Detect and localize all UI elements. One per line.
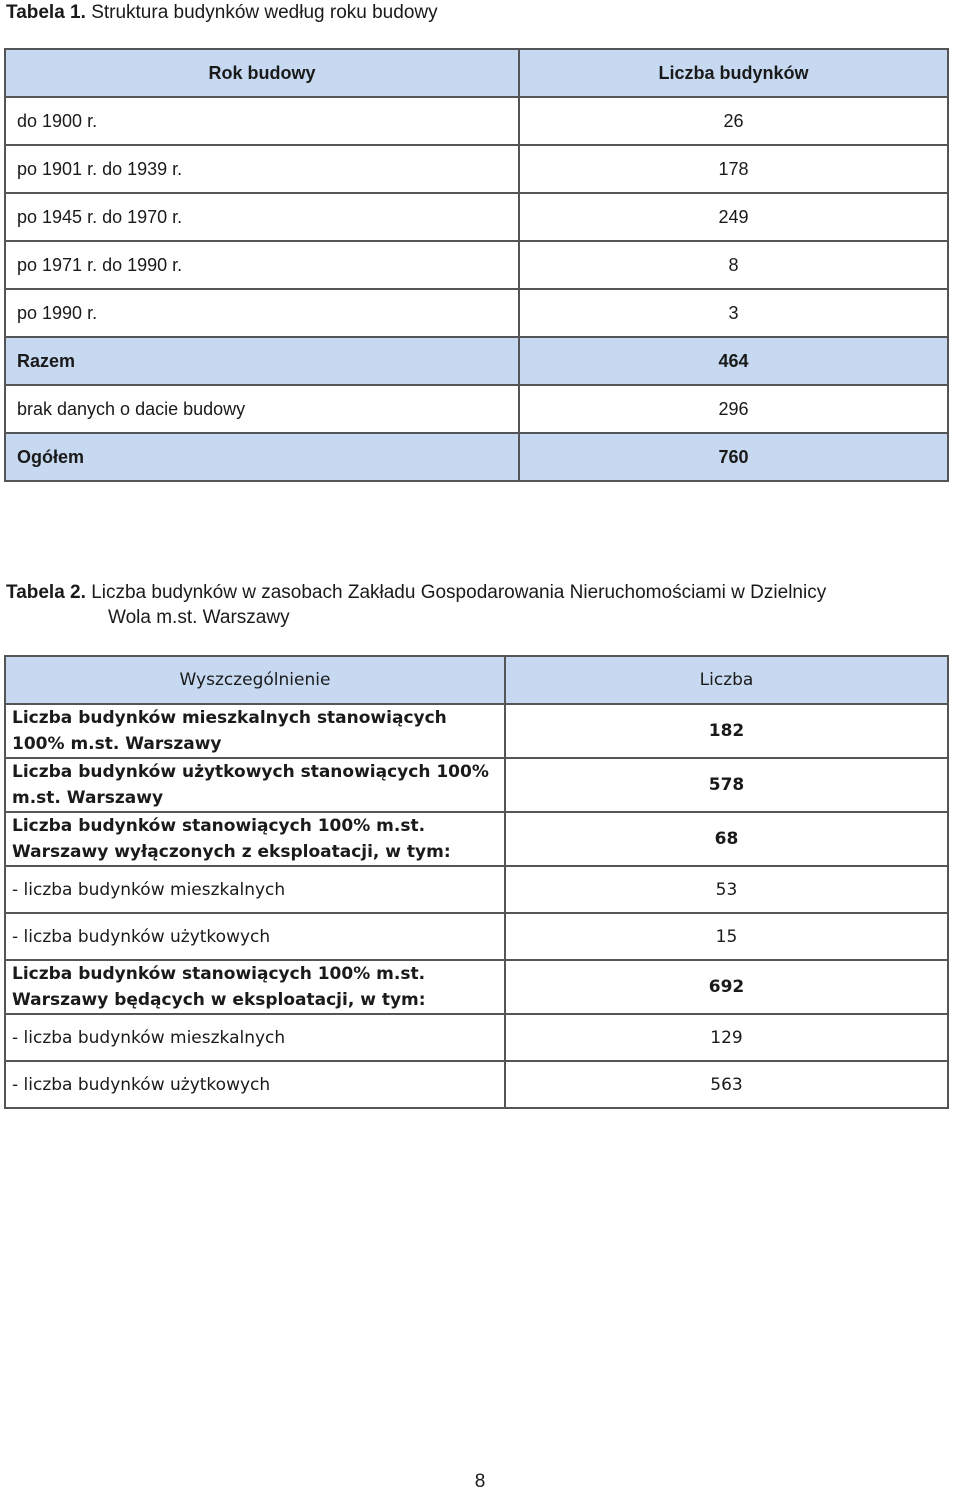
page-number: 8 — [474, 1471, 486, 1492]
table-row — [5, 241, 948, 289]
table2-row-label: Liczba budynków użytkowych stanowiących 100% m.st. Warszawy — [5, 758, 505, 812]
table2-header-count: Liczba — [505, 656, 948, 704]
table1-row-value: 26 — [519, 97, 948, 145]
table1-row-label: do 1900 r. — [5, 97, 519, 145]
table2-header-row — [5, 656, 948, 704]
table2-row-value: 563 — [505, 1061, 948, 1108]
table1-subtotal-row — [5, 337, 948, 385]
table2 — [4, 655, 949, 1109]
table1-row-label: po 1971 r. do 1990 r. — [5, 241, 519, 289]
table1-header-count: Liczba budynków — [519, 49, 948, 97]
table2-row-value: 15 — [505, 913, 948, 960]
table-row — [5, 812, 948, 866]
table1-row-value: 296 — [519, 385, 948, 433]
table1-row-label: po 1901 r. do 1939 r. — [5, 145, 519, 193]
table-row — [5, 704, 948, 758]
table1-row-label: Razem — [5, 337, 519, 385]
table1-row-value: 3 — [519, 289, 948, 337]
table2-row-label: - liczba budynków użytkowych — [5, 1061, 505, 1108]
table1-row-value: 249 — [519, 193, 948, 241]
table-row — [5, 385, 948, 433]
table-row — [5, 758, 948, 812]
table2-row-value: 129 — [505, 1014, 948, 1061]
table1-caption-label: Tabela 1. — [6, 2, 86, 23]
table-row — [5, 960, 948, 1014]
table2-row-label: - liczba budynków mieszkalnych — [5, 866, 505, 913]
table-row — [5, 289, 948, 337]
table1 — [4, 48, 949, 482]
table1-row-value: 178 — [519, 145, 948, 193]
table-row — [5, 145, 948, 193]
table2-caption — [6, 580, 958, 630]
table-row — [5, 866, 948, 913]
table1-caption — [6, 0, 438, 25]
table2-row-label: - liczba budynków użytkowych — [5, 913, 505, 960]
table2-row-label: Liczba budynków mieszkalnych stanowiących 100% m.st. Warszawy — [5, 704, 505, 758]
table1-row-label: po 1945 r. do 1970 r. — [5, 193, 519, 241]
table2-row-value: 68 — [505, 812, 948, 866]
table1-row-label: po 1990 r. — [5, 289, 519, 337]
table-row — [5, 193, 948, 241]
table-row — [5, 1014, 948, 1061]
table-row — [5, 97, 948, 145]
table-row — [5, 1061, 948, 1108]
table2-row-value: 53 — [505, 866, 948, 913]
table2-caption-label: Tabela 2. — [6, 582, 86, 603]
table1-row-value: 464 — [519, 337, 948, 385]
table2-row-value: 692 — [505, 960, 948, 1014]
table2-row-label: Liczba budynków stanowiących 100% m.st. Warszawy będących w eksploatacji, w tym: — [5, 960, 505, 1014]
table1-caption-title: Struktura budynków według roku budowy — [91, 2, 438, 23]
table2-row-value: 182 — [505, 704, 948, 758]
table1-row-value: 8 — [519, 241, 948, 289]
table2-row-label: - liczba budynków mieszkalnych — [5, 1014, 505, 1061]
table1-total-row — [5, 433, 948, 481]
table2-header-description: Wyszczególnienie — [5, 656, 505, 704]
table1-row-label: Ogółem — [5, 433, 519, 481]
table1-row-value: 760 — [519, 433, 948, 481]
table1-header-row — [5, 49, 948, 97]
table1-row-label: brak danych o dacie budowy — [5, 385, 519, 433]
table2-row-label: Liczba budynków stanowiących 100% m.st. Warszawy wyłączonych z eksploatacji, w tym: — [5, 812, 505, 866]
table1-header-year: Rok budowy — [5, 49, 519, 97]
table-row — [5, 913, 948, 960]
table2-row-value: 578 — [505, 758, 948, 812]
table2-caption-title-line1: Liczba budynków w zasobach Zakładu Gospodarowania Nieruchomościami w Dzielnicy — [91, 582, 827, 603]
table2-caption-title-line2: Wola m.st. Warszawy — [108, 607, 290, 628]
